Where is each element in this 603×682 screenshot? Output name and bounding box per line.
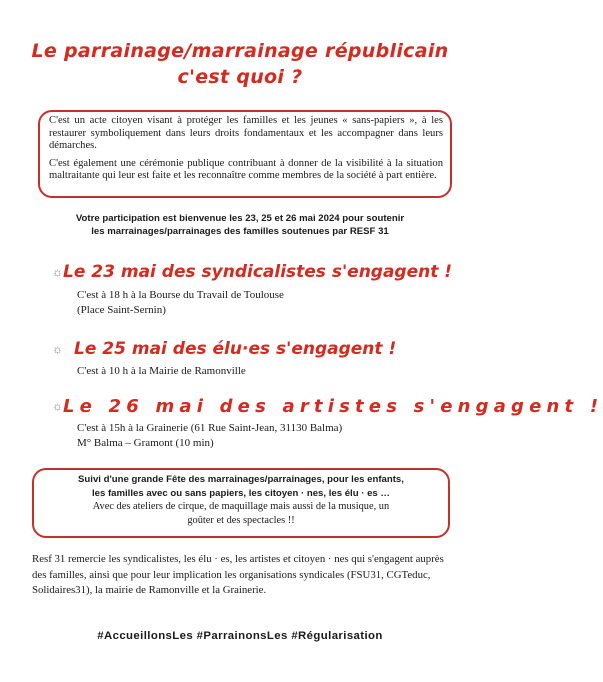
event-26-title: Le 26 mai des artistes s'engagent ! [63, 396, 603, 417]
event-25-title: Le 25 mai des élu·es s'engagent ! [74, 339, 397, 359]
participation-line-2: les marrainages/parrainages des familles soutenues par RESF 31 [91, 226, 389, 237]
sun-icon: ☼ [52, 341, 63, 356]
fete-box [32, 468, 450, 538]
event-25-details [77, 364, 246, 379]
event-25-detail-line-1: C'est à 10 h à la Mairie de Ramonville [77, 365, 246, 377]
event-23-details [77, 288, 284, 318]
sun-icon: ☼ [52, 399, 63, 413]
page-title-line-2: c'est quoi ? [177, 66, 303, 88]
event-26-details [77, 421, 342, 451]
event-25-heading [52, 339, 452, 359]
hashtags: #AccueillonsLes #ParrainonsLes #Régularisation [97, 630, 383, 642]
event-26-detail-line-1: C'est à 15h à la Grainerie (61 Rue Saint-Jean, 31130 Balma) [77, 422, 343, 434]
sun-icon: ☼ [52, 264, 63, 279]
event-23-detail-line-2: (Place Saint-Sernin) [77, 304, 166, 316]
fete-line-3: Avec des ateliers de cirque, de maquillage mais aussi de la musique, un [92, 501, 390, 512]
event-23-title: Le 23 mai des syndicalistes s'engagent ! [63, 262, 453, 282]
event-26-heading [52, 396, 603, 417]
page-title-line-1: Le parrainage/marrainage républicain [31, 40, 449, 62]
participation-line-1: Votre participation est bienvenue les 23, 25 et 26 mai 2024 pour soutenir [75, 213, 405, 224]
intro-paragraph-2: C'est également une cérémonie publique contribuant à donner de la visibilité à la situation maltraitante qui leur est faite et les reconnaître comme membres de la société à part entière. [49, 157, 443, 182]
event-26-detail-line-2: M° Balma – Gramont (10 min) [77, 437, 214, 449]
fete-line-4: goûter et des spectacles !! [187, 515, 295, 526]
intro-box [38, 110, 452, 198]
thanks-paragraph: Resf 31 remercie les syndicalistes, les élu · es, les artistes et citoyen · nes qui s'engagent auprès des familles, ainsi que pour leur implication les organisations syndicales (FSU31, CGTeduc, Solidaires31), la mairie de Ramonville et la Grainerie. [32, 553, 444, 597]
intro-paragraph-1: C'est un acte citoyen visant à protéger les familles et les jeunes « sans-papiers », à les restaurer symboliquement dans leurs droits fondamentaux et les accompagner dans leurs démarches. [49, 115, 443, 152]
fete-line-1: Suivi d'une grande Fête des marrainages/parrainages, pour les enfants, [78, 474, 404, 485]
event-23-heading [52, 262, 452, 282]
event-23-detail-line-1: C'est à 18 h à la Bourse du Travail de Toulouse [77, 289, 284, 301]
participation-notice [20, 212, 460, 238]
fete-line-2: les familles avec ou sans papiers, les citoyen · nes, les élu · es … [91, 487, 391, 499]
